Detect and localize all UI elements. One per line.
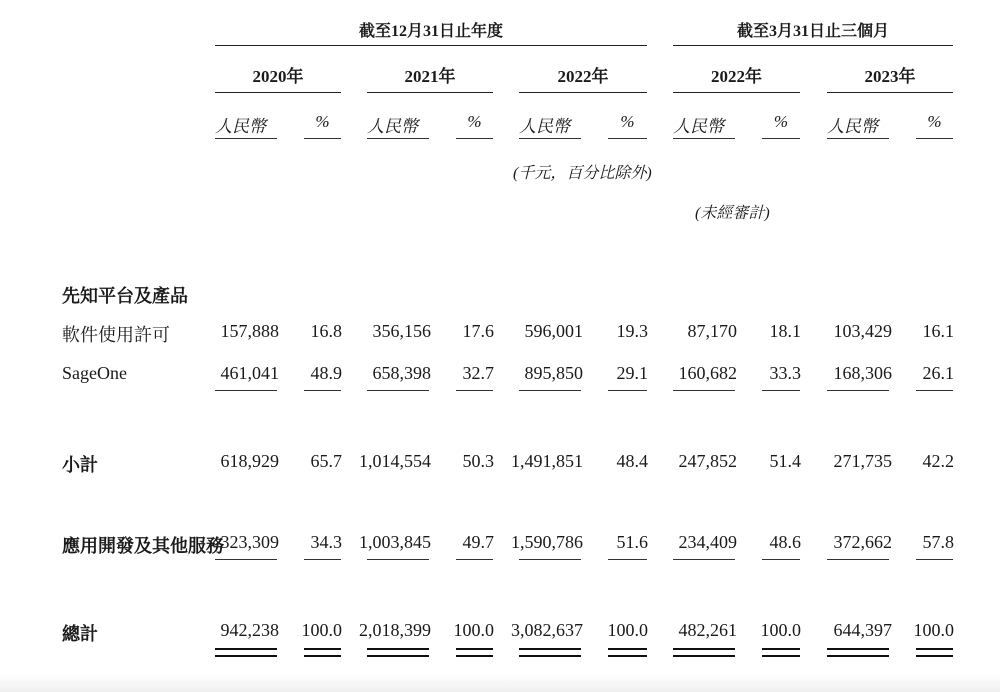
table-cell: 50.3: [462, 451, 494, 471]
total-rule: [304, 559, 341, 560]
table-cell: 1,014,554: [359, 451, 431, 471]
group-header-year: 截至12月31日止年度: [358, 23, 503, 40]
table-cell: 157,888: [220, 321, 279, 341]
table-cell: 48.4: [616, 451, 648, 471]
table-cell: 48.6: [769, 532, 801, 552]
double-rule: [456, 648, 493, 657]
group-header-quarter: 截至3月31日止三個月: [736, 23, 889, 40]
double-rule: [304, 648, 341, 657]
subtotal-rule: [608, 390, 647, 391]
group-rule-quarter: [673, 45, 953, 46]
year-rule: [673, 92, 800, 93]
year-header-2021: 2021年: [404, 67, 456, 86]
year-header-2020: 2020年: [252, 67, 304, 86]
percent-header: %: [620, 112, 635, 131]
unit-rule: [762, 138, 800, 139]
group-rule-year: [215, 45, 647, 46]
unit-rule: [673, 138, 735, 139]
unit-rule: [367, 138, 429, 139]
unit-rule: [215, 138, 277, 139]
table-cell: 49.7: [462, 532, 494, 552]
row-label-app-dev: 應用開發及其他服務: [62, 536, 224, 556]
unit-rule: [827, 138, 889, 139]
table-cell: 160,682: [678, 363, 737, 383]
currency-header: 人民幣: [827, 117, 878, 136]
table-cell: 372,662: [833, 532, 892, 552]
double-rule: [827, 648, 889, 657]
currency-header: 人民幣: [673, 117, 724, 136]
table-cell: 2,018,399: [359, 620, 431, 640]
table-cell: 65.7: [310, 451, 342, 471]
double-rule: [215, 648, 277, 657]
total-rule: [519, 559, 581, 560]
total-rule: [215, 559, 277, 560]
table-cell: 168,306: [833, 363, 892, 383]
table-cell: 17.6: [462, 321, 494, 341]
table-cell: 100.0: [913, 620, 954, 640]
unit-rule: [456, 138, 493, 139]
table-cell: 87,170: [687, 321, 737, 341]
table-cell: 323,309: [220, 532, 279, 552]
total-rule: [673, 559, 735, 560]
table-cell: 42.2: [922, 451, 954, 471]
subtotal-rule: [827, 390, 889, 391]
percent-header: %: [773, 112, 789, 131]
percent-header: %: [315, 112, 330, 131]
row-label-subtotal: 小計: [62, 455, 98, 475]
table-cell: 103,429: [833, 321, 892, 341]
year-header-2023-q1: 2023年: [864, 67, 916, 86]
total-rule: [367, 559, 429, 560]
table-cell: 33.3: [769, 363, 801, 383]
table-cell: 51.4: [769, 451, 801, 471]
table-cell: 16.8: [310, 321, 342, 341]
double-rule: [916, 648, 953, 657]
currency-header: 人民幣: [367, 117, 418, 136]
table-cell: 618,929: [220, 451, 279, 471]
unit-rule: [916, 138, 953, 139]
table-cell: 482,261: [678, 620, 737, 640]
table-cell: 18.1: [769, 321, 801, 341]
table-cell: 1,590,786: [511, 532, 583, 552]
table-cell: 32.7: [462, 363, 494, 383]
table-cell: 247,852: [678, 451, 737, 471]
table-cell: 658,398: [372, 363, 431, 383]
table-cell: 3,082,637: [511, 620, 583, 640]
row-label-software-license: 軟件使用許可: [62, 325, 170, 345]
year-header-2022-q1: 2022年: [711, 67, 762, 86]
unit-note: (千元，百分比除外): [513, 165, 652, 182]
total-rule: [608, 559, 647, 560]
table-cell: 271,735: [833, 451, 892, 471]
total-rule: [762, 559, 800, 560]
row-label-total: 總計: [62, 624, 98, 644]
year-rule: [519, 92, 647, 93]
subtotal-rule: [519, 390, 581, 391]
page-bottom-shadow: [0, 674, 1000, 692]
table-cell: 1,491,851: [511, 451, 583, 471]
table-cell: 596,001: [524, 321, 583, 341]
subtotal-rule: [673, 390, 735, 391]
subtotal-rule: [916, 390, 953, 391]
total-rule: [456, 559, 493, 560]
percent-header: %: [927, 112, 942, 131]
double-rule: [762, 648, 800, 657]
double-rule: [519, 648, 581, 657]
currency-header: 人民幣: [519, 117, 570, 136]
unit-rule: [519, 138, 581, 139]
double-rule: [673, 648, 735, 657]
unaudited-note: (未經審計): [695, 205, 770, 222]
subtotal-rule: [304, 390, 341, 391]
unit-rule: [608, 138, 647, 139]
currency-header: 人民幣: [215, 117, 266, 136]
table-cell: 100.0: [760, 620, 801, 640]
table-cell: 234,409: [678, 532, 737, 552]
double-rule: [608, 648, 647, 657]
table-cell: 19.3: [616, 321, 648, 341]
subtotal-rule: [762, 390, 800, 391]
unit-rule: [304, 138, 341, 139]
subtotal-rule: [367, 390, 429, 391]
percent-header: %: [467, 112, 482, 131]
table-cell: 100.0: [453, 620, 494, 640]
table-cell: 51.6: [616, 532, 648, 552]
table-cell: 57.8: [922, 532, 954, 552]
table-cell: 29.1: [616, 363, 648, 383]
year-header-2022: 2022年: [557, 67, 609, 86]
row-label-sageone: SageOne: [62, 363, 127, 383]
table-cell: 644,397: [833, 620, 892, 640]
table-cell: 100.0: [607, 620, 648, 640]
table-cell: 1,003,845: [359, 532, 431, 552]
subtotal-rule: [215, 390, 277, 391]
table-cell: 942,238: [220, 620, 279, 640]
total-rule: [916, 559, 953, 560]
table-cell: 100.0: [301, 620, 342, 640]
year-rule: [367, 92, 493, 93]
table-cell: 48.9: [310, 363, 342, 383]
table-cell: 356,156: [372, 321, 431, 341]
table-cell: 16.1: [922, 321, 954, 341]
year-rule: [827, 92, 953, 93]
table-cell: 461,041: [220, 363, 279, 383]
subtotal-rule: [456, 390, 493, 391]
double-rule: [367, 648, 429, 657]
table-cell: 895,850: [524, 363, 583, 383]
total-rule: [827, 559, 889, 560]
section-title-platform: 先知平台及產品: [62, 286, 188, 306]
table-cell: 34.3: [310, 532, 342, 552]
year-rule: [215, 92, 341, 93]
table-cell: 26.1: [922, 363, 954, 383]
